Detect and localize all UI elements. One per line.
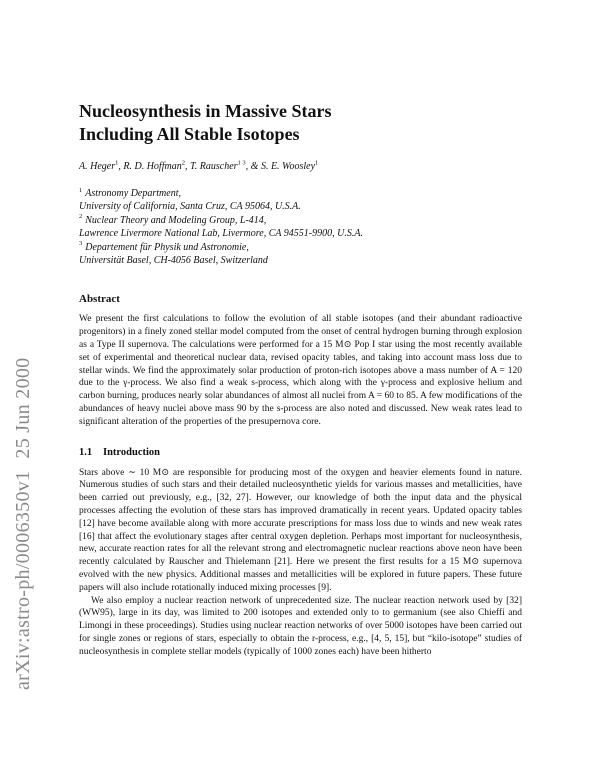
section-number: 1.1 (79, 446, 93, 458)
affiliation-line (79, 241, 522, 254)
paper-title-line-1: Nucleosynthesis in Massive Stars (79, 101, 332, 121)
arxiv-date: 25 Jun 2000 (12, 357, 34, 459)
author-separator: , & (245, 161, 261, 172)
author-name: T. Rauscher (189, 161, 238, 172)
affiliation-list (79, 187, 522, 267)
author-affiliation-mark: 2 (181, 159, 185, 167)
abstract-text: We present the first calculations to follow the evolution of all stable isotopes (and their abundant radioactive progenitors) in a finely zoned stellar model computed from the onset of central hydrogen burning through explosion as a Type II supernova. The calculations were performed for a 15 M⊙ Pop I star using the most recently available set of experimental and theoretical nuclear data, revised opacity tables, and taking into account mass loss due to stellar winds. We find the approximately solar production of proton-rich isotopes above a mass number of A = 120 due to the γ-process. We also find a weak s-process, which along with the γ-process and explosive helium and carbon burning, produces nearly solar abundances of almost all nuclei from A = 60 to 85. A few modifications of the abundances of heavy nuclei above mass 90 by the s-process are also noted and discussed. New weak rates lead to significant alteration of the properties of the presupernova core. (79, 314, 522, 427)
affiliation-text: University of California, Santa Cruz, CA 95064, U.S.A. (79, 201, 301, 213)
arxiv-identifier-stamp (12, 358, 35, 690)
author-affiliation-mark: 1 3 (237, 159, 246, 167)
abstract-heading: Abstract (79, 293, 120, 306)
affiliation-text: Astronomy Department, (85, 188, 181, 199)
author-separator: , (184, 161, 190, 172)
author-list (79, 160, 522, 173)
affiliation-text: Departement für Physik und Astronomie, (85, 241, 249, 253)
body-paragraph: We also employ a nuclear reaction network of unprecedented size. The nuclear reaction network used by [32] (WW95), large in its day, was limited to 200 isotopes and extended only to to germanium (see also Chieffi and Limongi in these proceedings). Studies using nuclear reaction networks of over 5000 isotopes have been carried out for single zones or regions of stars, especially to obtain the r-process, e.g., [4, 5, 15], but “kilo-isotope” studies of nucleosynthesis in complete stellar models (typically of 1000 zones each) have been hitherto (79, 595, 522, 657)
author-name: A. Heger (79, 161, 116, 172)
affiliation-mark: 3 (79, 240, 83, 248)
affiliation-mark: 1 (79, 186, 83, 194)
arxiv-id: arXiv:astro-ph/0006350v1 (12, 470, 34, 690)
author-name: R. D. Hoffman (123, 161, 182, 172)
author-affiliation-mark: 1 (315, 159, 319, 167)
affiliation-line (79, 254, 522, 267)
author-name: S. E. Woosley (260, 161, 316, 172)
affiliation-line (79, 187, 522, 200)
author-separator: , (118, 161, 124, 172)
paper-page (79, 100, 522, 659)
affiliation-line (79, 214, 522, 227)
section-title: Introduction (103, 446, 160, 458)
paper-title (79, 100, 522, 146)
affiliation-mark: 2 (79, 213, 83, 221)
author-affiliation-mark: 1 (115, 159, 119, 167)
affiliation-text: Lawrence Livermore National Lab, Livermore, CA 94551-9900, U.S.A. (79, 228, 363, 240)
affiliation-line (79, 200, 522, 213)
affiliation-text: Nuclear Theory and Modeling Group, L-414, (85, 214, 267, 226)
affiliation-text: Universität Basel, CH-4056 Basel, Switzerland (79, 255, 268, 267)
paper-title-line-2: Including All Stable Isotopes (79, 124, 300, 144)
affiliation-line (79, 227, 522, 240)
body-paragraph: Stars above ∼ 10 M⊙ are responsible for producing most of the oxygen and heavier elements found in nature. Numerous studies of such stars and their detailed nucleosynthetic yields for various masses and metallicities, have been carried out previously, e.g., [32, 27]. However, our knowledge of both the input data and the physical processes affecting the evolution of these stars has improved dramatically in recent years. Updated opacity tables [12] have become available along with more accurate prescriptions for mass loss due to winds and new weak rates [16] that affect the evolutionary stages after central oxygen depletion. Perhaps most important for nucleosynthesis, new, accurate reaction rates for all the relevant strong and electromagnetic nuclear reactions above neon have been recently calculated by Rauscher and Thielemann [21]. Here we present the first results for a 15 M⊙ supernova evolved with the new physics. Additional masses and metallicities will be explored in future papers. These future papers will also include rotationally induced mixing processes [9]. (79, 467, 522, 593)
section-heading (79, 447, 522, 458)
